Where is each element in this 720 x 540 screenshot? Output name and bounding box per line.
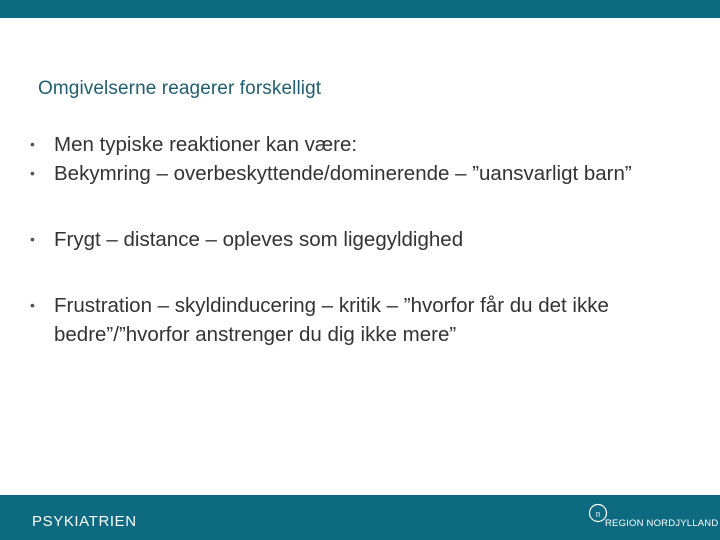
footer-bar (0, 495, 720, 540)
bullet-text: Bekymring – overbeskyttende/dominerende – ”uansvarligt barn” (54, 162, 632, 185)
bullet-text: Men typiske reaktioner kan være: (54, 133, 358, 156)
psykiatrien-logo-text: PSYKIATRIEN (32, 513, 137, 530)
bullet-item (30, 130, 690, 159)
bullet-item (30, 225, 690, 254)
bullet-dot-icon: • (30, 165, 35, 181)
bullet-dot-icon: • (30, 231, 35, 247)
bullet-dot-icon: • (30, 136, 35, 152)
region-nordjylland-text: REGION NORDJYLLAND (605, 518, 719, 529)
bullet-item (30, 159, 690, 188)
bullet-item (30, 291, 690, 349)
bullet-list (30, 130, 690, 349)
svg-text:n: n (595, 508, 601, 519)
bullet-dot-icon: • (30, 297, 35, 313)
slide-title: Omgivelserne reagerer forskelligt (38, 78, 322, 99)
top-header-bar (0, 0, 720, 18)
region-nordjylland-logo (588, 503, 719, 533)
bullet-text: Frygt – distance – opleves som ligegyldighed (54, 228, 464, 251)
bullet-text: Frustration – skyldinducering – kritik – ”hvorfor får du det ikke bedre”/”hvorfor anstrenger du dig ikke mere” (54, 294, 609, 346)
